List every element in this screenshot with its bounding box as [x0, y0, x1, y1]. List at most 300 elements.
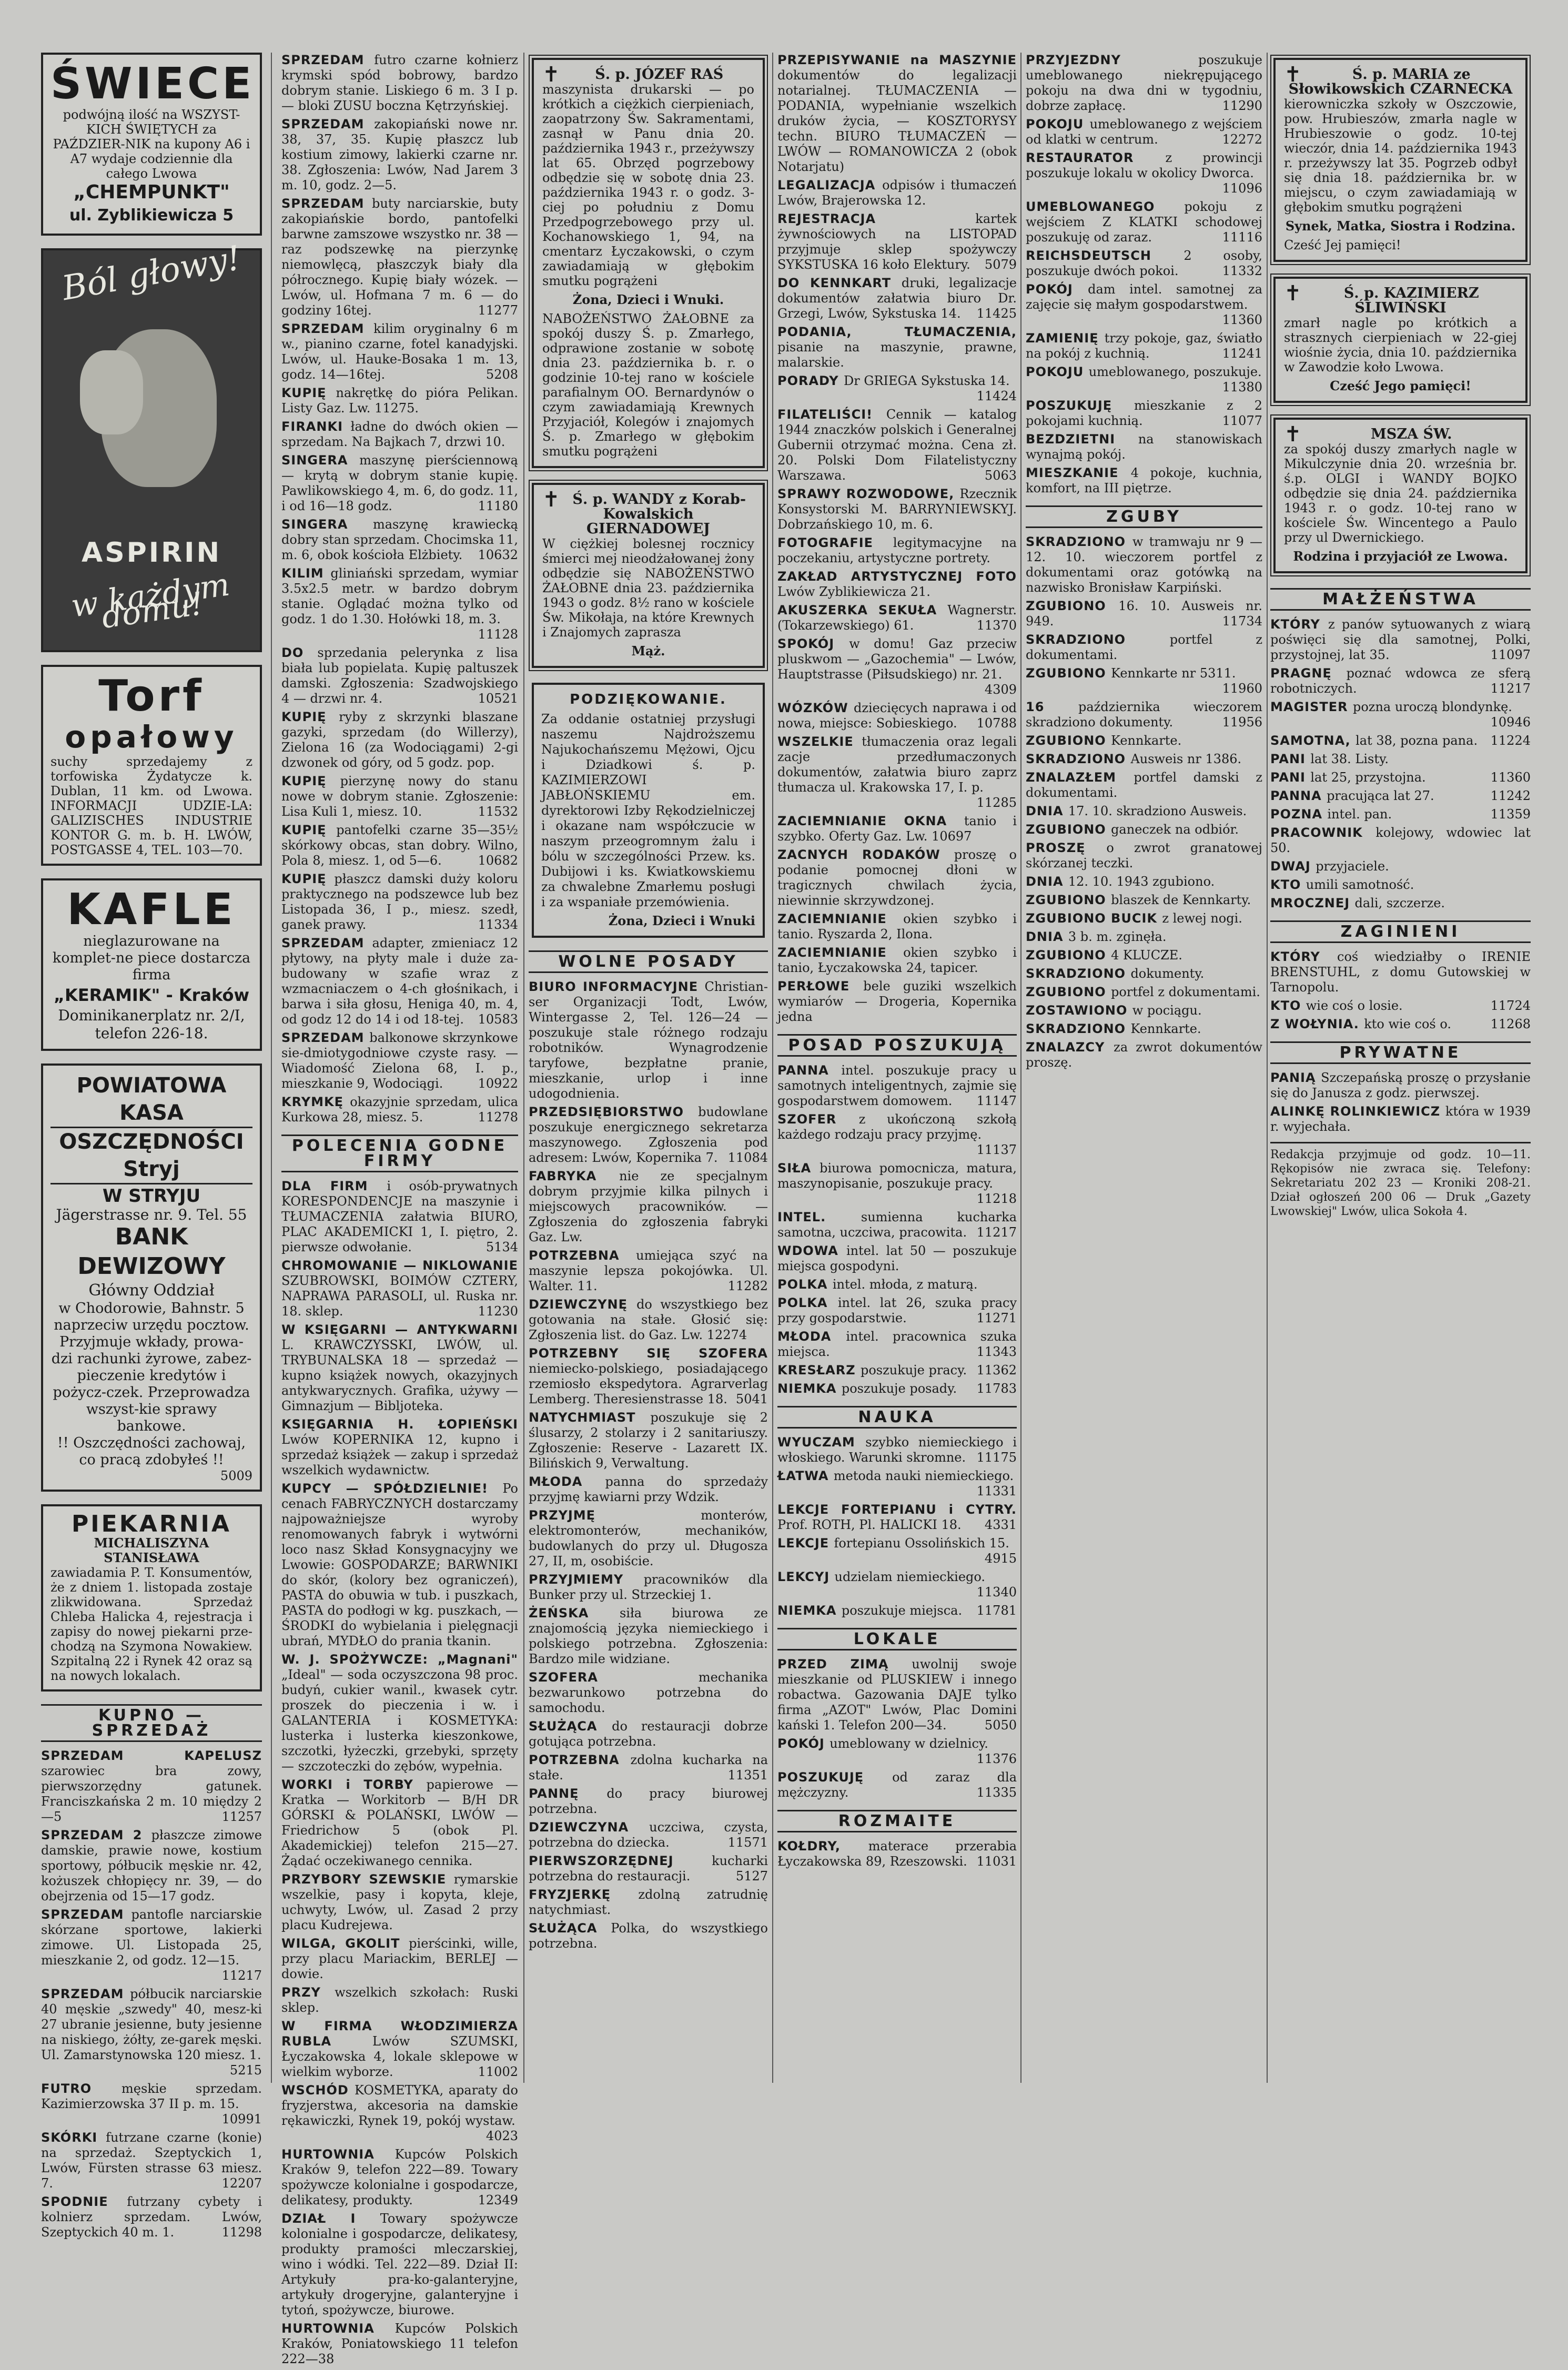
- classified-text: o zwrot granatowej skórzanej teczki.: [1026, 840, 1262, 870]
- classified-ad: [1026, 804, 1262, 819]
- classified-ad: [281, 2083, 518, 2144]
- classified-number: 10632: [478, 548, 518, 562]
- classified-ad: [1026, 770, 1262, 801]
- classified-keyword: NIEMKA: [777, 1603, 842, 1618]
- classified-ad: [529, 1820, 768, 1850]
- classified-text: balkonowe skrzynkowe sie-dmiotygodniowe czyste rasy. — Wiadomość Zielona 68, I. p., mieszkanie 9, Wodociągi.: [281, 1030, 518, 1091]
- classified-text: na stanowiskach wynajmą pokój.: [1026, 432, 1262, 462]
- classified-ad: [529, 1921, 768, 1951]
- classified-ad: [41, 1907, 262, 1983]
- classified-text: futro czarne kołnierz krymski spód bobrowy, bardzo dobrym stanie. Liskiego 6 m. 3 I p. — bloki ZUSU boczna Kętrzyńskiej.: [281, 53, 519, 113]
- classified-text: Dr GRIEGA Sykstuska 14.: [843, 373, 1010, 388]
- classified-text: trzy pokoje, gaz, światło na pokój z kuchnią.: [1026, 331, 1263, 361]
- classified-keyword: ŻEŃSKA: [529, 1606, 620, 1620]
- classified-ad: [41, 2194, 262, 2240]
- classified-ad: [281, 1985, 518, 2015]
- classified-number: 5050: [984, 1718, 1017, 1733]
- thanks-title: PODZIĘKOWANIE.: [570, 692, 727, 707]
- section-zaginieni: ZAGINIENI: [1270, 920, 1531, 943]
- classified-number: 11217: [1490, 681, 1531, 696]
- ad-torf-title1: Torf: [98, 671, 205, 721]
- classified-text: nakrętkę do pióra Pelikan. Listy Gaz. Lw. 11275.: [281, 386, 519, 416]
- classified-keyword: FRYZJERKĘ: [529, 1887, 639, 1902]
- classified-keyword: WDOWA: [777, 1243, 846, 1258]
- obituary-signature: Rodzina i przyjaciół ze Lwowa.: [1293, 549, 1508, 564]
- section-poszukuja: POSAD POSZUKUJĄ: [777, 1034, 1017, 1057]
- classified-keyword: SPRZEDAM: [281, 321, 374, 336]
- classified-text: dam intel. samotnej za zajęcie się małym gospodarstwem.: [1026, 282, 1262, 312]
- classified-ad: [1270, 859, 1531, 874]
- classified-ad: [281, 566, 518, 642]
- classified-keyword: SPRZEDAM: [281, 53, 375, 67]
- classified-text: mieszkanie z 2 pokojami kuchnią.: [1026, 398, 1262, 428]
- classified-number: 11340: [976, 1585, 1017, 1599]
- classified-text: do pracy biurowej potrzebna.: [529, 1786, 768, 1816]
- classified-ad: [777, 1112, 1017, 1158]
- classified-keyword: PRZYJMĘ: [529, 1508, 701, 1523]
- classified-ad: [777, 276, 1017, 321]
- classified-keyword: MŁODA: [529, 1474, 605, 1489]
- classified-keyword: PANNA: [1270, 788, 1327, 803]
- classified-keyword: PORADY: [777, 373, 844, 388]
- classified-ad: [41, 1828, 262, 1904]
- classified-ad: [777, 979, 1017, 1025]
- classified-text: kartek żywnościowych na LISTOPAD przyjmuje sklep spożywczy SYKSTUSKA 16 koło Elektury.: [777, 211, 1017, 272]
- classified-ad: [777, 373, 1017, 404]
- classified-text: intel. młoda, z maturą.: [832, 1277, 978, 1292]
- classified-ad: [1270, 700, 1531, 730]
- classified-number: 10946: [1490, 715, 1531, 730]
- classified-ad: [777, 814, 1017, 844]
- classified-number: 10682: [478, 853, 518, 868]
- classified-keyword: DWAJ: [1270, 859, 1316, 874]
- classified-text: Szczepańską proszę o przysłanie się do Janusza z godz. pierwszej.: [1270, 1070, 1531, 1100]
- section-lokale: LOKALE: [777, 1628, 1017, 1650]
- col3-obits: [529, 58, 768, 668]
- classified-number: 10521: [478, 691, 518, 706]
- classified-ad: [529, 1169, 768, 1245]
- ad-kasa-title1: POWIATOWA KASA: [50, 1072, 252, 1128]
- classified-number: 11532: [478, 804, 518, 819]
- classified-ad: [1026, 117, 1262, 147]
- classified-ad: [281, 1936, 518, 1982]
- section-nauka: NAUKA: [777, 1406, 1017, 1429]
- col4-list: [777, 53, 1017, 1025]
- ad-kasa-motto: !! Oszczędności zachowaj, co pracą zdobyłeś !!: [57, 1435, 246, 1468]
- classified-number: 11298: [221, 2225, 262, 2240]
- classified-number: 11343: [976, 1344, 1017, 1359]
- classified-ad: [281, 1417, 518, 1478]
- classified-ad: [529, 1606, 768, 1667]
- classified-text: Kupców Polskich Kraków 9, telefon 222—89. Towary spożywcze kolonialne i gospodarcze, delikatesy, produkty.: [281, 2147, 518, 2207]
- obituary-extra: Cześć Jej pamięci!: [1284, 238, 1401, 252]
- classified-keyword: SINGERA: [281, 453, 360, 468]
- classified-keyword: DNIA: [1026, 929, 1068, 944]
- classified-number: 4023: [485, 2129, 518, 2143]
- classified-keyword: POSZUKUJĘ: [1026, 398, 1135, 413]
- obituary-name: Ś. p. JÓZEF RAŚ: [595, 66, 724, 83]
- classified-keyword: LEKCJE FORTEPIANU i CYTRY.: [777, 1502, 1017, 1517]
- classified-keyword: ŁATWA: [777, 1468, 834, 1483]
- classified-text: kto wie coś o.: [1364, 1017, 1452, 1031]
- classified-text: pozna uroczą blondynkę.: [1352, 700, 1512, 714]
- classified-ad: [281, 419, 518, 450]
- classified-keyword: SPRZEDAM: [281, 936, 372, 950]
- ad-piekarnia-title: PIEKARNIA: [72, 1511, 231, 1537]
- classified-keyword: POKOJU: [1026, 117, 1090, 131]
- classified-ad: [529, 1508, 768, 1569]
- classified-ad: [281, 1872, 518, 1933]
- classified-keyword: SKRADZIONO: [1026, 966, 1131, 981]
- classified-ad: [777, 1161, 1017, 1207]
- classified-ad: [777, 1210, 1017, 1240]
- classified-number: 10583: [478, 1012, 518, 1027]
- classified-ad: [1026, 364, 1262, 395]
- classified-text: kucharki potrzebna do restauracji.: [529, 1854, 768, 1883]
- classified-text: 4 pokoje, kuchnia, komfort, na III piętrze.: [1026, 465, 1262, 495]
- classified-keyword: ZGUBIONO: [1026, 893, 1111, 907]
- classified-text: intel. pracownica szuka miejsca.: [777, 1329, 1017, 1359]
- classified-text: z panów sytuowanych z wiarą poświęci się dla samotnej, Polki, przystojnej, lat 35.: [1270, 617, 1531, 662]
- classified-keyword: KTÓRY: [1270, 617, 1328, 632]
- classified-keyword: WSCHÓD: [281, 2083, 355, 2098]
- classified-ad: [777, 1603, 1017, 1618]
- classified-text: intel. poszukuje pracy u samotnych inteligentnych, zajmie się gospodarstwem domowem.: [777, 1063, 1017, 1108]
- aspirin-slogan: Ból głowy!: [59, 238, 244, 309]
- classified-ad: [1270, 617, 1531, 663]
- classified-keyword: W FIRMA WŁODZIMIERZA RUBLA: [281, 2019, 518, 2049]
- classified-text: poszukuje umeblowanego niekrępującego pokoju na dwa dni w tygodniu, dobrze zapłacę.: [1026, 53, 1262, 113]
- classified-text: Christian-ser Organizacji Todt, Lwów, Wintergasse 2, Tel. 126—24 — poszukuje stale różnego rodzaju robotników. Wynagrodzenie taryfowe, bezpłatne pranie, mieszkanie, urlop i inne udogodnienia.: [529, 979, 768, 1101]
- classified-keyword: SPRZEDAM: [41, 1987, 130, 2001]
- classified-text: z lewej nogi.: [1162, 911, 1242, 926]
- classified-keyword: POTRZEBNA: [529, 1753, 631, 1767]
- col6-zag-list: [1270, 949, 1531, 1032]
- ad-kasa-branch: Główny Oddział: [88, 1281, 215, 1300]
- classified-text: udzielam niemieckiego.: [834, 1569, 986, 1584]
- classified-number: 11271: [976, 1311, 1017, 1325]
- classified-keyword: KILIM: [281, 566, 331, 581]
- classified-keyword: PRZYBORY SZEWSKIE: [281, 1872, 454, 1887]
- classified-text: intel. lat 26, szuka pracy przy gospodarstwie.: [777, 1295, 1017, 1325]
- classified-keyword: LEKCJE: [777, 1536, 834, 1551]
- classified-text: zakopiański nowe nr. 38, 37, 35. Kupię płaszcz lub kostium zimowy, lakierki czarne nr. 38. Zgłoszenia: Lwów, Nad Jarem 3 m. 10, godz. 2—5.: [281, 117, 518, 193]
- classified-number: 5063: [984, 468, 1017, 483]
- classified-keyword: PRAGNĘ: [1270, 666, 1347, 681]
- classified-keyword: ZOSTAWIONO: [1026, 1003, 1132, 1018]
- classified-keyword: SKRADZIONO: [1026, 534, 1132, 549]
- classified-ad: [41, 1748, 262, 1825]
- classified-keyword: RESTAURATOR: [1026, 150, 1166, 165]
- classified-text: pracująca lat 27.: [1327, 788, 1434, 803]
- classified-text: Cennik — katalog 1944 znaczków polskich i Generalnej Gubernii otrzymać można. Cena zł. 20. Polski Dom Filatelistyczny Warszawa.: [777, 407, 1017, 483]
- classified-keyword: POKÓJ: [1026, 282, 1088, 297]
- classified-keyword: SPRZEDAM: [281, 117, 375, 131]
- classified-text: z prowincji poszukuje lokalu w okolicy Dworca.: [1026, 150, 1262, 180]
- classified-ad: [777, 603, 1017, 633]
- classified-number: 4309: [984, 682, 1017, 697]
- classified-text: która w 1939 r. wyjechała.: [1270, 1104, 1531, 1134]
- classified-keyword: POLKA: [777, 1295, 838, 1310]
- classified-text: zdolną zatrudnię natychmiast.: [529, 1887, 768, 1917]
- classified-number: 5079: [984, 257, 1017, 272]
- classified-ad: [777, 1435, 1017, 1465]
- classified-ad: [1026, 966, 1262, 981]
- classified-text: poszukuje pracy.: [860, 1363, 967, 1378]
- classified-keyword: PODANIA, TŁUMACZENIA,: [777, 325, 1017, 339]
- classified-text: pracowników dla Bunker przy ul. Strzeckiej 1.: [529, 1572, 768, 1602]
- classified-text: 17. 10. skradziono Ausweis.: [1068, 804, 1247, 818]
- classified-number: 4915: [984, 1551, 1017, 1566]
- classified-ad: [281, 936, 518, 1027]
- classified-text: w domu! Gaz przeciw pluskwom — „Gazochemia" — Lwów, Hauptstrasse (Piłsudskiego) nr. 21.: [777, 636, 1017, 682]
- classified-text: ryby z skrzynki blaszane gazyki, sprzedam (do Willerzy), Zielona 16 (za Wodociągami) 2-gi dzwonek od góry, od 5 godz. pop.: [281, 710, 518, 770]
- classified-text: z ukończoną szkołą każdego rodzaju pracy przyjmę.: [777, 1112, 1017, 1142]
- ad-swiece-title: ŚWIECE: [50, 59, 255, 109]
- classified-text: ładne do dwóch okien — sprzedam. Na Bajkach 7, drzwi 10.: [281, 419, 518, 449]
- classified-ad: [281, 1030, 518, 1091]
- classified-ad: [529, 1572, 768, 1603]
- classified-keyword: ZGUBIONO: [1026, 733, 1111, 748]
- classified-keyword: PRZED ZIMĄ: [777, 1657, 912, 1672]
- classified-number: 11380: [1222, 380, 1262, 394]
- classified-ad: [529, 1410, 768, 1471]
- classified-text: lat 38. Listy.: [1310, 752, 1389, 766]
- classified-ad: [1270, 733, 1531, 748]
- classified-keyword: SZOFERA: [529, 1670, 699, 1685]
- classified-keyword: SZOFER: [777, 1112, 859, 1127]
- classified-keyword: PRZEDSIĘBIORSTWO: [529, 1105, 699, 1119]
- classified-ad: [281, 1095, 518, 1125]
- thanks-signature: Żona, Dzieci i Wnuki: [608, 913, 755, 928]
- section-malzenstwa: MAŁŻEŃSTWA: [1270, 588, 1531, 611]
- classified-ad: [281, 386, 518, 416]
- classified-text: Prof. ROTH, Pl. HALICKI 18.: [777, 1517, 962, 1532]
- classified-text: intel. pan.: [1327, 807, 1392, 822]
- classified-text: Ausweis nr 1386.: [1130, 752, 1242, 766]
- classified-keyword: PRZEPISYWANIE na MASZYNIE: [777, 53, 1017, 67]
- classified-text: nie ze specjalnym dobrym przyjmie kilka pilnych i miejscowych pracowników. — Zgłoszenia do zgłoszenia fabryki Gaz. Lw.: [529, 1169, 768, 1244]
- classified-text: przyjaciele.: [1316, 859, 1389, 874]
- classified-ad: [281, 2019, 518, 2080]
- classified-number: 11335: [976, 1785, 1017, 1800]
- classified-ad: [777, 636, 1017, 697]
- classified-keyword: W KSIĘGARNI — ANTYKWARNI: [281, 1322, 518, 1337]
- classified-keyword: CHROMOWANIE — NIKLOWANIE: [281, 1258, 518, 1273]
- classified-keyword: DO KENNKART: [777, 276, 902, 290]
- classified-text: materace przerabia Łyczakowska 89, Rzeszowski.: [777, 1839, 1017, 1869]
- classified-text: kilim oryginalny 6 m w., pianino czarne, fotel kanadyjski. Lwów, ul. Hauke-Bosaka 1 m. 13, godz. 14—16tej.: [281, 321, 518, 382]
- classified-ad: [529, 1786, 768, 1817]
- classified-ad: [1026, 893, 1262, 908]
- classified-keyword: DLA FIRM: [281, 1179, 387, 1193]
- classified-text: sumienna kucharka samotna, uczciwa, pracowita.: [777, 1210, 1017, 1240]
- classified-text: futrzany cybety i kolnierz sprzedam. Lwów, Szeptyckich 40 m. 1.: [41, 2194, 262, 2240]
- classified-number: 11362: [976, 1363, 1017, 1378]
- classified-text: Kennkarte nr 5311.: [1111, 666, 1236, 681]
- classified-ad: [281, 872, 518, 933]
- classified-keyword: SPRZEDAM: [41, 1907, 131, 1922]
- classified-ad: [777, 407, 1017, 483]
- classified-keyword: SŁUŻĄCA: [529, 1921, 611, 1936]
- classified-text: Po cenach FABRYCZNYCH dostarczamy najpoważniejsze wyroby renomowanych fabryk i wytwórni loco nasz Skład Konsygnacyjny we Lwowie: GOSPODARZE; BARWNIKI do skór, (kolory bez ograniczeń), PASTA do obuwia w tub. i puszkach, PASTA do podłogi w kg. puszkach, — ŚRODKI do wybielania i pielęgnacji ubrań, MYDŁO do prania tkanin.: [281, 1481, 518, 1648]
- classified-ad: [529, 1105, 768, 1166]
- classified-text: 4 KLUCZE.: [1111, 948, 1182, 963]
- classified-text: dokumentów do legalizacji notarialnej. TŁUMACZENIA — PODANIA, wypełnianie wszelkich druków życia, — KOSZTORYSY techn. BIURO TŁUMACZEŃ — LWÓW — ROMANOWICZA 2 (obok Notarjatu): [777, 68, 1017, 174]
- classified-number: 11175: [976, 1450, 1017, 1465]
- classified-ad: [281, 321, 518, 382]
- classified-ad: [529, 1719, 768, 1749]
- classified-keyword: SPRZEDAM KAPELUSZ: [41, 1748, 262, 1763]
- classified-number: 11334: [478, 917, 518, 932]
- classified-text: płaszcze zimowe damskie, prawie nowe, kostium sportowy, półbucik męskie nr. 42, kożuszek chłopięcy nr. 39, — do obejrzenia od 15—17 godz.: [41, 1828, 262, 1903]
- classified-ad: [777, 911, 1017, 942]
- classified-number: 4331: [984, 1517, 1017, 1532]
- classified-text: pierścinki, wille, przy placu Mariackim, BERLEJ — dowie.: [281, 1936, 518, 1981]
- classified-keyword: HURTOWNIA: [281, 2147, 395, 2162]
- classified-keyword: PRZY: [281, 1985, 335, 2000]
- classified-ad: [1026, 534, 1262, 595]
- classified-keyword: ZNALAZŁEM: [1026, 770, 1134, 785]
- classified-number: 11084: [727, 1150, 768, 1165]
- classified-number: 11077: [1222, 413, 1262, 428]
- column-rule: [1020, 53, 1021, 2083]
- classified-keyword: POSZUKUJĘ: [777, 1770, 893, 1785]
- classified-text: Lwów SZUMSKI, Łyczakowska 4, lokale sklepowe w wielkim wyborze.: [281, 2034, 519, 2079]
- classified-keyword: FILATELIŚCI!: [777, 407, 886, 422]
- classified-keyword: ZGUBIONO: [1026, 985, 1111, 999]
- ad-torf-text: suchy sprzedajemy z torfowiska Żydatycze k. Dublan, 11 km. od Lwowa. INFORMACJI UDZIE-LA: GALIZISCHES INDUSTRIE KONTOR G. m. b. H. LWÓW, POSTGASSE 4, TEL. 103—70.: [50, 754, 252, 857]
- classified-ad: [281, 2211, 518, 2318]
- classified-text: do restauracji dobrze gotująca potrzebna.: [529, 1719, 768, 1749]
- classified-number: 11242: [1490, 788, 1531, 803]
- obituary-name: MSZA ŚW.: [1371, 426, 1452, 442]
- classified-ad: [1026, 822, 1262, 837]
- classified-ad: [1270, 807, 1531, 822]
- classified-number: 11217: [976, 1225, 1017, 1240]
- classified-keyword: POKÓJ: [777, 1736, 830, 1751]
- classified-keyword: FUTRO: [41, 2081, 122, 2096]
- classified-number: 11360: [1222, 312, 1262, 327]
- classified-text: budowlane poszukuje energicznego sekretarza maszynowego. Zgłoszenia pod adresem: Lwów, Kopernika 7.: [529, 1105, 768, 1165]
- column-4: [777, 53, 1017, 1872]
- classified-ad: [777, 1657, 1017, 1733]
- classified-ad: [1026, 331, 1262, 361]
- aspirin-hand-illustration: [80, 350, 143, 434]
- classified-number: 11724: [1490, 998, 1531, 1013]
- classified-keyword: SAMOTNA,: [1270, 733, 1356, 748]
- classified-keyword: ZGUBIONO: [1026, 599, 1119, 613]
- classified-keyword: SKRADZIONO: [1026, 632, 1170, 647]
- classified-ad: [1026, 599, 1262, 629]
- classified-keyword: KUPIĘ: [281, 872, 335, 886]
- classified-text: w pociągu.: [1132, 1003, 1202, 1018]
- column-rule: [772, 53, 773, 2083]
- classified-text: Lwów Zyblikiewicza 21.: [777, 584, 930, 599]
- classified-text: poszukuje posady.: [841, 1381, 957, 1396]
- col5-zguby-list: [1026, 534, 1262, 1070]
- classified-keyword: ZGUBIONO BUCIK: [1026, 911, 1162, 926]
- obituary-text: W ciężkiej bolesnej rocznicy śmierci mej nieodżałowanej żony odbędzie się NABOŻEŃSTWO ŻAŁOBNE dnia 23. października 1943 o godz. 8½ rano w kościele Św. Mikołaja, na które Krewnych i Znajomych zaprasza: [542, 536, 754, 640]
- classified-ad: [1270, 666, 1531, 696]
- classified-ad: [777, 847, 1017, 908]
- classified-keyword: SKÓRKI: [41, 2130, 106, 2145]
- classified-ad: [1026, 840, 1262, 871]
- classified-ad: [1270, 1070, 1531, 1101]
- classified-keyword: SPRZEDAM: [281, 196, 372, 211]
- ad-kafle-firm: „KERAMIK" - Kraków: [53, 985, 249, 1005]
- col1-list: [41, 1748, 262, 2240]
- classified-text: dokumenty.: [1130, 966, 1205, 981]
- classified-number: 11285: [976, 795, 1017, 810]
- classified-number: 11277: [478, 303, 518, 318]
- classified-keyword: POKOJU: [1026, 364, 1089, 379]
- classified-ad: [777, 1277, 1017, 1292]
- classified-ad: [1026, 632, 1262, 663]
- classified-keyword: PRACOWNIK: [1270, 825, 1376, 840]
- classified-keyword: SŁUŻĄCA: [529, 1719, 612, 1734]
- column-1: [41, 53, 262, 2243]
- classified-ad: [1026, 1040, 1262, 1070]
- classified-ad: [281, 1322, 518, 1414]
- classified-ad: [1026, 1003, 1262, 1018]
- cross-icon: ✝: [1284, 63, 1302, 87]
- obituary-notice: [1273, 58, 1527, 262]
- classified-text: półbucik narciarskie 40 męskie „szwedy" 40, mesz-ki 27 ubranie jesienne, buty jesienne na niskiego, żółty, ze-garek męski. Ul. Zamarstynowska 120 miesz. 1.: [41, 1987, 262, 2062]
- classified-number: 11278: [478, 1110, 518, 1125]
- classified-number: 11180: [478, 499, 518, 513]
- classified-ad: [777, 535, 1017, 566]
- classified-keyword: DZIAŁ I: [281, 2211, 380, 2226]
- classified-ad: [777, 487, 1017, 532]
- classified-ad: [1270, 825, 1531, 856]
- classified-number: 11956: [1222, 715, 1262, 730]
- classified-number: 12207: [221, 2176, 262, 2191]
- classified-text: portfel z dokumentami.: [1026, 632, 1262, 662]
- classified-number: 11360: [1490, 770, 1531, 785]
- classified-number: 10788: [976, 716, 1017, 731]
- classified-ad: [281, 1777, 518, 1869]
- classified-text: umili samotność.: [1306, 877, 1414, 892]
- classified-ad: [529, 1346, 768, 1407]
- classified-keyword: PROSZĘ: [1026, 840, 1107, 855]
- classified-text: poszukuje miejsca.: [841, 1603, 963, 1618]
- classified-keyword: LEGALIZACJA: [777, 178, 883, 193]
- classified-ad: [777, 1295, 1017, 1326]
- classified-keyword: ZACIEMNIANIE: [777, 945, 904, 960]
- classified-keyword: ZGUBIONO: [1026, 948, 1111, 963]
- classified-keyword: KUPIĘ: [281, 823, 337, 837]
- classified-keyword: ZACNYCH RODAKÓW: [777, 847, 954, 862]
- col4-rozmaite-list: [777, 1839, 1017, 1869]
- classified-keyword: POTRZEBNY SIĘ SZOFERA: [529, 1346, 768, 1361]
- classified-ad: [777, 1063, 1017, 1109]
- classified-keyword: PANIĄ: [1270, 1070, 1321, 1085]
- classified-text: pantofelki czarne 35—35½ skórkowy obcas, stan dobry. Wilno, Pola 8, miesz. 1, od 5—6.: [281, 823, 519, 868]
- thanks-notice: [532, 683, 765, 938]
- classified-keyword: PANNA: [777, 1063, 842, 1078]
- classified-text: fortepianu Ossolińskich 15.: [834, 1536, 1009, 1551]
- classified-number: 5127: [735, 1869, 768, 1883]
- col4-nauka-list: [777, 1435, 1017, 1618]
- classified-keyword: KUPCY — SPÓŁDZIELNIE!: [281, 1481, 503, 1496]
- classified-ad: [777, 178, 1017, 208]
- aspirin-brand: ASPIRIN: [81, 537, 222, 569]
- classified-text: umiejąca szyć na maszynie lepsza pokojówka. Ul. Walter. 11.: [529, 1248, 768, 1293]
- classified-keyword: ZNALAZCY: [1026, 1040, 1114, 1055]
- classified-ad: [529, 1248, 768, 1294]
- ad-kasa-address: Jägerstrasse nr. 9. Tel. 55: [56, 1206, 247, 1223]
